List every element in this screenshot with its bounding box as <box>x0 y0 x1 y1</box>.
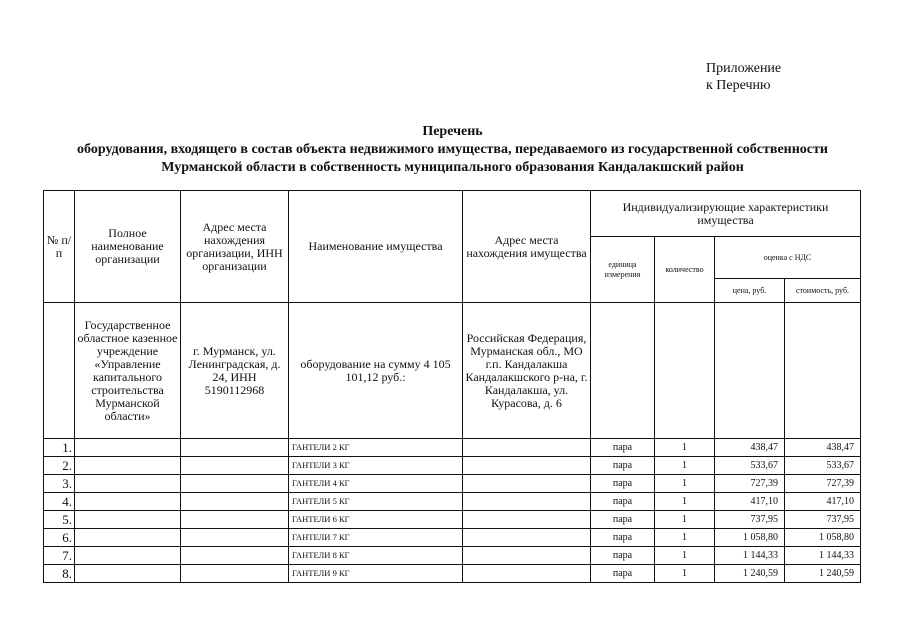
row-item-name: ГАНТЕЛИ 8 КГ <box>289 547 463 565</box>
row-index: 7. <box>44 547 75 565</box>
row-quantity: 1 <box>655 511 715 529</box>
table-row <box>44 475 861 493</box>
header-org-name: Полное наименование организации <box>75 191 181 303</box>
row-address-empty <box>181 475 289 493</box>
row-quantity: 1 <box>655 457 715 475</box>
row-unit: пара <box>591 547 655 565</box>
header-characteristics: Индивидуализирующие характеристики имущества <box>591 191 861 237</box>
row-quantity: 1 <box>655 547 715 565</box>
row-price: 737,95 <box>715 511 785 529</box>
row-org-empty <box>75 439 181 457</box>
org-row-price <box>715 303 785 439</box>
row-property-address-empty <box>463 547 591 565</box>
row-item-name: ГАНТЕЛИ 6 КГ <box>289 511 463 529</box>
row-address-empty <box>181 439 289 457</box>
row-quantity: 1 <box>655 493 715 511</box>
header-property-name: Наименование имущества <box>289 191 463 303</box>
row-price: 1 240,59 <box>715 565 785 583</box>
row-org-empty <box>75 547 181 565</box>
table-row <box>44 529 861 547</box>
appendix-line-1: Приложение <box>706 61 782 76</box>
row-quantity: 1 <box>655 565 715 583</box>
row-property-address-empty <box>463 529 591 547</box>
row-cost: 438,47 <box>785 439 861 457</box>
table-row <box>44 493 861 511</box>
row-item-name: ГАНТЕЛИ 3 КГ <box>289 457 463 475</box>
header-num: № п/п <box>44 191 75 303</box>
table-row <box>44 457 861 475</box>
row-index: 8. <box>44 565 75 583</box>
row-org-empty <box>75 511 181 529</box>
row-address-empty <box>181 511 289 529</box>
row-property-address-empty <box>463 457 591 475</box>
header-cost: стоимость, руб. <box>785 279 861 303</box>
row-org-empty <box>75 565 181 583</box>
org-address: г. Мурманск, ул. Ленинградская, д. 24, ИНН 5190112968 <box>181 303 289 439</box>
row-org-empty <box>75 529 181 547</box>
appendix-line-2: к Перечню <box>706 78 771 93</box>
org-row-qty <box>655 303 715 439</box>
header-property-address: Адрес места нахождения имущества <box>463 191 591 303</box>
row-item-name: ГАНТЕЛИ 4 КГ <box>289 475 463 493</box>
row-org-empty <box>75 475 181 493</box>
row-org-empty <box>75 493 181 511</box>
row-property-address-empty <box>463 439 591 457</box>
appendix-label <box>706 60 781 94</box>
row-property-address-empty <box>463 493 591 511</box>
row-cost: 727,39 <box>785 475 861 493</box>
row-address-empty <box>181 529 289 547</box>
table-row <box>44 511 861 529</box>
header-quantity: количество <box>655 237 715 303</box>
row-address-empty <box>181 565 289 583</box>
row-unit: пара <box>591 493 655 511</box>
row-index: 1. <box>44 439 75 457</box>
row-price: 438,47 <box>715 439 785 457</box>
row-cost: 737,95 <box>785 511 861 529</box>
title-line-1: Перечень <box>422 124 483 139</box>
property-summary: оборудование на сумму 4 105 101,12 руб.: <box>289 303 463 439</box>
row-cost: 533,67 <box>785 457 861 475</box>
row-unit: пара <box>591 457 655 475</box>
equipment-table <box>43 190 861 583</box>
row-quantity: 1 <box>655 475 715 493</box>
row-org-empty <box>75 457 181 475</box>
row-quantity: 1 <box>655 529 715 547</box>
row-price: 417,10 <box>715 493 785 511</box>
row-index: 2. <box>44 457 75 475</box>
row-index: 4. <box>44 493 75 511</box>
header-valuation: оценка с НДС <box>715 237 861 279</box>
org-row-num <box>44 303 75 439</box>
row-cost: 1 058,80 <box>785 529 861 547</box>
row-item-name: ГАНТЕЛИ 9 КГ <box>289 565 463 583</box>
row-unit: пара <box>591 565 655 583</box>
row-price: 533,67 <box>715 457 785 475</box>
document-title <box>0 123 905 177</box>
row-cost: 1 240,59 <box>785 565 861 583</box>
row-cost: 417,10 <box>785 493 861 511</box>
header-unit: единица измерения <box>591 237 655 303</box>
row-index: 3. <box>44 475 75 493</box>
org-row-cost <box>785 303 861 439</box>
row-address-empty <box>181 457 289 475</box>
title-line-3: Мурманской области в собственность муниципального образования Кандалакшский район <box>161 160 744 175</box>
header-price: цена, руб. <box>715 279 785 303</box>
row-unit: пара <box>591 475 655 493</box>
row-quantity: 1 <box>655 439 715 457</box>
row-property-address-empty <box>463 565 591 583</box>
title-line-2: оборудования, входящего в состав объекта недвижимого имущества, передаваемого из государственной собственности <box>77 142 828 157</box>
header-org-address: Адрес места нахождения организации, ИНН организации <box>181 191 289 303</box>
row-item-name: ГАНТЕЛИ 7 КГ <box>289 529 463 547</box>
row-index: 5. <box>44 511 75 529</box>
row-price: 727,39 <box>715 475 785 493</box>
row-item-name: ГАНТЕЛИ 5 КГ <box>289 493 463 511</box>
table-row <box>44 439 861 457</box>
row-price: 1 144,33 <box>715 547 785 565</box>
table-row <box>44 565 861 583</box>
row-cost: 1 144,33 <box>785 547 861 565</box>
row-address-empty <box>181 547 289 565</box>
row-property-address-empty <box>463 475 591 493</box>
row-index: 6. <box>44 529 75 547</box>
row-item-name: ГАНТЕЛИ 2 КГ <box>289 439 463 457</box>
property-address: Российская Федерация, Мурманская обл., МО г.п. Кандалакша Кандалакшского р-на, г. Кандалакша, ул. Курасова, д. 6 <box>463 303 591 439</box>
row-property-address-empty <box>463 511 591 529</box>
row-unit: пара <box>591 439 655 457</box>
org-name: Государственное областное казенное учреждение «Управление капитального строительства Мурманской области» <box>75 303 181 439</box>
row-address-empty <box>181 493 289 511</box>
org-row-unit <box>591 303 655 439</box>
row-price: 1 058,80 <box>715 529 785 547</box>
table-row <box>44 547 861 565</box>
row-unit: пара <box>591 529 655 547</box>
row-unit: пара <box>591 511 655 529</box>
